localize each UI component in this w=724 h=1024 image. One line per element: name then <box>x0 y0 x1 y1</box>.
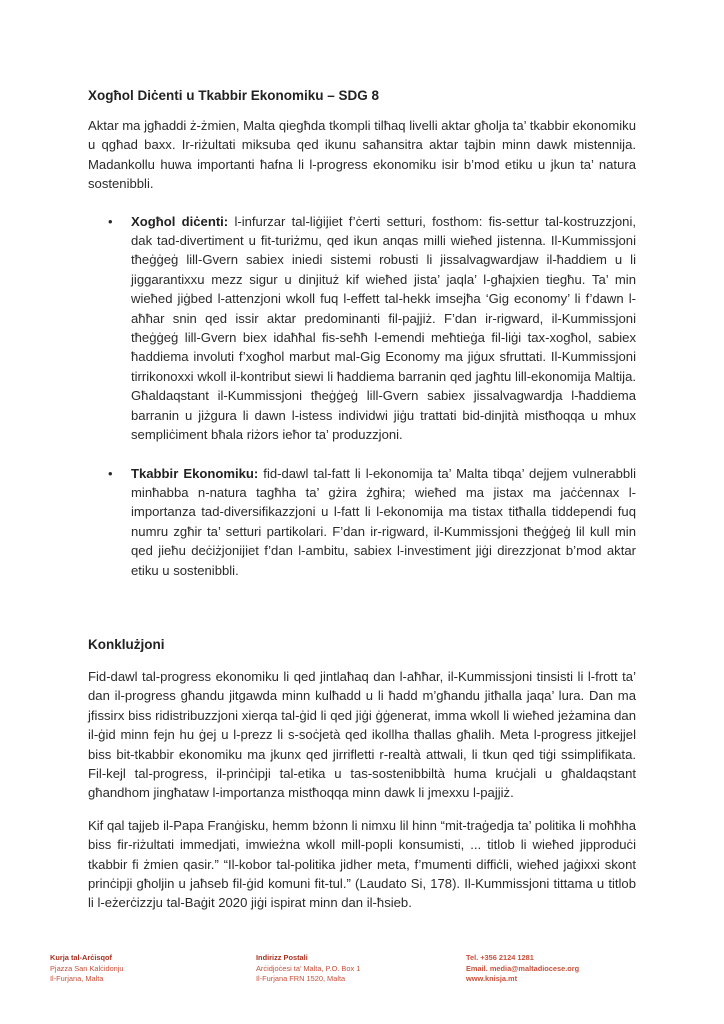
conclusion-paragraph-1: Fid-dawl tal-progress ekonomiku li qed jintlaħaq dan l-aħħar, il-Kummissjoni tinsisti li l-frott ta’ dan il-progress għandu jitgawda minn kulħadd u li ħadd m’għandu jitħalla jaqa’ lura. Dan ma jfissirx biss ridistribuzzjoni xierqa tal-ġid li qed jiġi ġġenerat, imma wkoll li wieħed jeżamina dan il-ġid minn fejn hu ġej u l-prezz li s-soċjetà qed ikollha tħallas għalih. Meta l-progress jitkejjel biss bit-tkabbir ekonomiku ma jkunx qed jirrifletti r-realtà attwali, li tkun qed tiġi ssimplifikata. Fil-kejl tal-progress, il-prinċipji tal-etika u tas-sostenibbiltà huma kruċjali u għaldaqstant għandhom jingħataw l-importanza mistħoqqa minn dawk li jmexxu l-pajjiż. <box>88 668 636 801</box>
bullet-item-decent-work <box>88 212 636 445</box>
footer-postal-line1: Arċidjoċesi ta’ Malta, P.O. Box 1 <box>256 963 361 973</box>
bullet-text: fid-dawl tal-fatt li l-ekonomija ta’ Malta tibqa’ dejjem vulnerabbli minħabba n-natura tagħha ta’ gżira żgħira; wieħed ma jistax ma jaċċennax l-importanza tad-diversifikazzjoni u l-fatt li l-ekonomija ma tistax titħalla tiddependi fuq numru zgħir ta’ setturi partikolari. F’dan ir-rigward, il-Kummissjoni tħeġġeġ lil kull min qed jieħu deċiżjonijiet f’dan l-ambitu, sabiex l-investiment jiġi direzzjonat b’mod aktar etiku u sostenibbli. <box>131 465 636 578</box>
footer-curia-title: Kurja tal-Arċisqof <box>50 953 113 962</box>
footer-curia-line2: Il-Furjana, Malta <box>50 974 104 983</box>
bullet-icon: • <box>108 465 113 481</box>
section-spacer <box>88 599 636 637</box>
footer-curia-address <box>50 953 124 985</box>
section-title-sdg8: Xogħol Diċenti u Tkabbir Ekonomiku – SDG 8 <box>88 88 380 103</box>
footer-postal-title: Indirizz Postali <box>256 953 308 962</box>
bullet-list <box>88 212 636 580</box>
footer-contact <box>466 953 579 985</box>
document-body <box>88 88 636 926</box>
conclusion-paragraph-2: Kif qal tajjeb il-Papa Franġisku, hemm bżonn li nimxu lil hinn “mit-traġedja ta’ politika li moħħha biss fir-riżultati immedjati, imwieżna wkoll mill-popli konsumisti, ... titlob li wieħed jipproduċi tkabbir fi żmien qasir.” “Il-kobor tal-politika jidher meta, f’mumenti diffiċli, wieħed jaġixxi skont prinċipji għoljin u jaħseb fil-ġid komuni fit-tul.” (Laudato Si, 178). Il-Kummissjoni tittama u titlob li l-eżerċizzju tal-Baġit 2020 jiġi ispirat minn dan il-ħsieb. <box>88 817 636 911</box>
footer-email[interactable]: Email. media@maltadiocese.org <box>466 963 580 973</box>
bullet-icon: • <box>108 213 113 229</box>
footer-curia-line1: Pjazza San Kalċidonju <box>50 963 124 973</box>
footer-phone: Tel. +356 2124 1281 <box>466 953 534 962</box>
footer-postal-address <box>256 953 360 985</box>
bullet-term: Tkabbir Ekonomiku: <box>131 465 259 481</box>
page-footer <box>50 953 650 993</box>
bullet-item-economic-growth <box>88 464 636 580</box>
footer-website[interactable]: www.knisja.mt <box>466 974 518 983</box>
footer-postal-line2: Il-Furjana FRN 1520, Malta <box>256 974 346 983</box>
bullet-term: Xogħol diċenti: <box>131 213 229 229</box>
section-title-conclusion: Konklużjoni <box>88 636 165 652</box>
bullet-text: l-infurzar tal-liġijiet f’ċerti setturi, fosthom: fis-settur tal-kostruzzjoni, dak tad-divertiment u fit-turiżmu, qed ikun anqas milli wieħed jistenna. Il-Kummissjoni tħeġġeġ lill-Gvern sabiex iniedi sistemi robusti li jissalvagwardjaw il-ħaddiem u li jiggarantixxu mezz sigur u dinjituż kif wieħed jista’ jaqla’ l-għajxien tiegħu. Ta’ min wieħed jiġbed l-attenzjoni wkoll fuq l-effett tal-hekk imsejħa ‘Gig economy’ li f’dawn l-aħħar snin qed issir aktar predominanti fil-pajjiż. F’dan ir-rigward, il-Kummissjoni tħeġġeġ lill-Gvern biex idaħħal fis-seħħ l-emendi meħtieġa fil-liġi tax-xogħol, sabiex ħaddiema involuti f’xogħol marbut mal-Gig Economy ma jiġux sfruttati. Il-Kummissjoni tirrikonoxxi wkoll il-kontribut siewi li ħaddiema barranin qed jagħtu lill-ekonomija Maltija. Għaldaqstant il-Kummissjoni tħeġġeġ lill-Gvern sabiex jissalvagwardja l-ħaddiema barranin u jiżgura li dawn l-istess individwi jiġu trattati bid-dinjità mistħoqqa u mhux sempliċiment bħala riżors ieħor ta’ produzzjoni. <box>131 213 637 443</box>
intro-paragraph: Aktar ma jgħaddi ż-żmien, Malta qiegħda tkompli tilħaq livelli aktar għolja ta’ tkabbir ekonomiku u qgħad baxx. Ir-riżultati miksuba qed ikunu saħansitra aktar tajbin minn dawk mistennija. Madankollu huwa importanti ħafna li l-progress ekonomiku isir b’mod etiku u jkun ta’ natura sostenibbli. <box>88 118 636 192</box>
